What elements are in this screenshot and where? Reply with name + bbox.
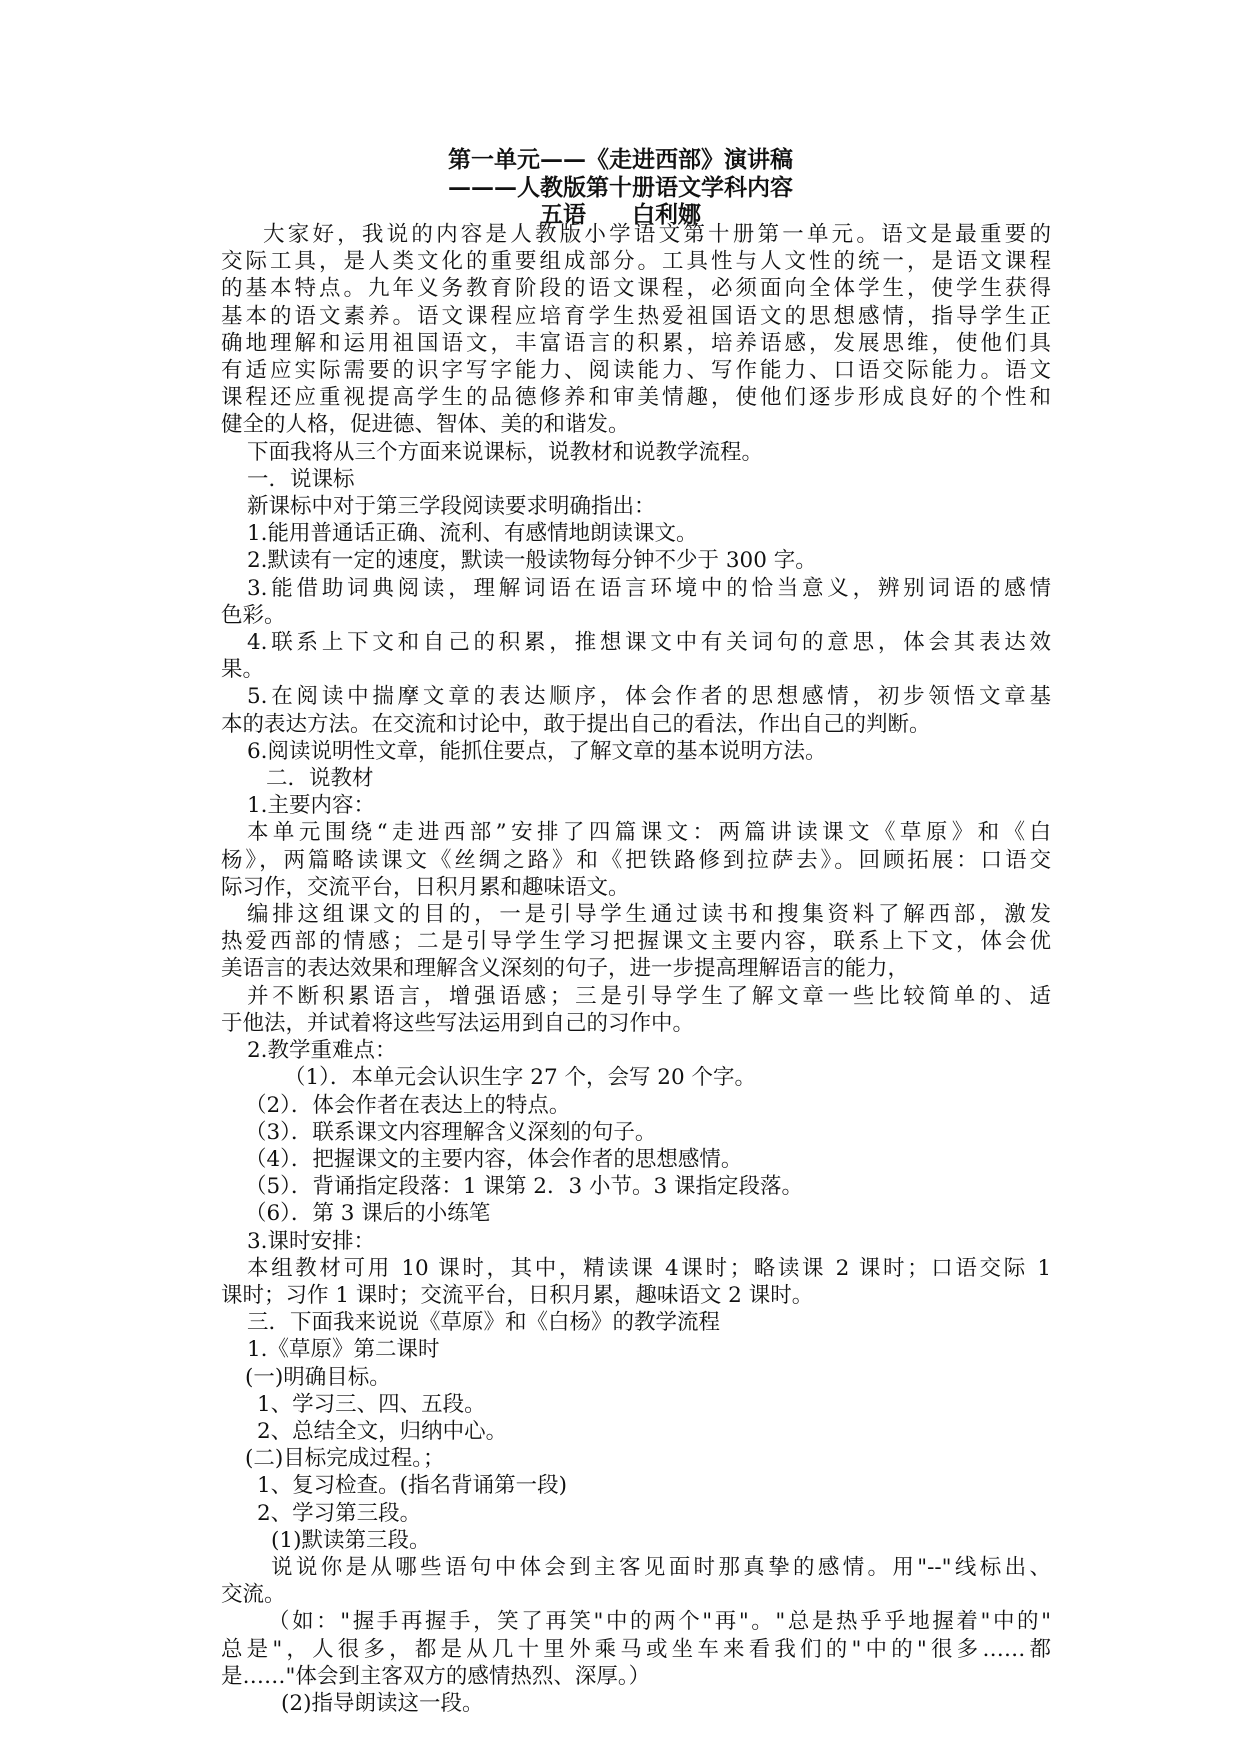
list-item: 3.能借助词典阅读，理解词语在语言环境中的恰当意义，辨别词语的感情 <box>247 575 1051 601</box>
list-item: 5.在阅读中揣摩文章的表达顺序，体会作者的思想感情，初步领悟文章基 <box>247 684 1051 710</box>
list-item: 1.能用普通话正确、流利、有感情地朗读课文。 <box>247 521 698 547</box>
text-line: 新课标中对于第三学段阅读要求明确指出： <box>247 494 656 520</box>
text-line: 1.主要内容： <box>247 793 376 819</box>
author-line: 五语 白利娜 <box>540 201 701 228</box>
list-item: 2、学习第三段。 <box>257 1500 422 1526</box>
document-subtitle: ———人教版第十册语文学科内容 <box>448 174 793 201</box>
list-item: 4.联系上下文和自己的积累，推想课文中有关词句的意思，体会其表达效 <box>247 630 1051 656</box>
text-line: 确地理解和运用祖国语文，丰富语言的积累，培养语感，发展思维，使他们具 <box>221 330 1051 356</box>
list-item: （5）．背诵指定段落：1 课第 2．3 小节。3 课指定段落。 <box>245 1174 803 1200</box>
list-item: (2)指导朗读这一段。 <box>281 1690 484 1716</box>
text-line: 2.教学重难点： <box>247 1038 397 1064</box>
text-line: 编排这组课文的目的，一是引导学生通过读书和搜集资料了解西部，激发 <box>247 902 1051 928</box>
text-line: 本组教材可用 10 课时，其中，精读课 4课时；略读课 2 课时；口语交际 1 <box>247 1255 1051 1281</box>
text-line: 3.课时安排： <box>247 1228 376 1254</box>
text-line: 课程还应重视提高学生的品德修养和审美情趣，使他们逐步形成良好的个性和 <box>221 385 1051 411</box>
text-line: 本单元围绕“走进西部”安排了四篇课文：两篇讲读课文《草原》和《白 <box>247 820 1051 846</box>
list-item: (二)目标完成过程。； <box>245 1446 445 1472</box>
text-line: 课时；习作 1 课时；交流平台，日积月累，趣味语文 2 课时。 <box>221 1282 814 1308</box>
document-body <box>221 221 1051 1717</box>
text-line: 交际工具，是人类文化的重要组成部分。工具性与人文性的统一，是语文课程 <box>221 249 1051 275</box>
list-item: (一)明确目标。 <box>245 1364 391 1390</box>
list-item: 2、总结全文，归纳中心。 <box>257 1418 508 1444</box>
list-item: 6.阅读说明性文章，能抓住要点，了解文章的基本说明方法。 <box>247 738 827 764</box>
text-line: 于他法，并试着将这些写法运用到自己的习作中。 <box>221 1010 695 1036</box>
list-item: （2）．体会作者在表达上的特点。 <box>245 1092 571 1118</box>
section-heading: 一．说课标 <box>247 466 355 492</box>
list-item: 1、复习检查。(指名背诵第一段) <box>257 1473 567 1499</box>
text-line: 并不断积累语言，增强语感；三是引导学生了解文章一些比较简单的、适 <box>247 983 1051 1009</box>
text-line: 基本的语文素养。语文课程应培育学生热爱祖国语文的思想感情，指导学生正 <box>221 303 1051 329</box>
text-line: 总是"，人很多，都是从几十里外乘马或坐车来看我们的"中的"很多……都 <box>221 1636 1051 1662</box>
document-title: 第一单元——《走进西部》演讲稿 <box>448 146 793 173</box>
list-item: （6）．第 3 课后的小练笔 <box>245 1201 491 1227</box>
list-item: （3）．联系课文内容理解含义深刻的句子。 <box>245 1119 657 1145</box>
text-line: 下面我将从三个方面来说课标，说教材和说教学流程。 <box>247 439 764 465</box>
text-line: 本的表达方法。在交流和讨论中，敢于提出自己的看法，作出自己的判断。 <box>221 711 931 737</box>
text-line: 1.《草原》第二课时 <box>247 1337 440 1363</box>
text-line: 美语言的表达效果和理解含义深刻的句子，进一步提高理解语言的能力， <box>221 956 910 982</box>
text-line: 色彩。 <box>221 602 286 628</box>
list-item: 1、学习三、四、五段。 <box>257 1391 486 1417</box>
text-line: 是……"体会到主客双方的感情热烈、深厚。） <box>221 1663 651 1689</box>
text-line: （如："握手再握手，笑了再笑"中的两个"再"。"总是热乎乎地握着"中的" <box>268 1609 1051 1635</box>
text-line: 际习作，交流平台，日积月累和趣味语文。 <box>221 874 630 900</box>
text-line: 大家好，我说的内容是人教版小学语文第十册第一单元。语文是最重要的 <box>263 222 1051 247</box>
section-heading: 二．说教材 <box>266 766 374 792</box>
list-item: （1）．本单元会认识生字 27 个，会写 20 个字。 <box>284 1065 756 1091</box>
text-line: 热爱西部的情感；二是引导学生学习把握课文主要内容，联系上下文，体会优 <box>221 929 1051 955</box>
text-line: 杨》，两篇略读课文《丝绸之路》和《把铁路修到拉萨去》。回顾拓展：口语交 <box>221 847 1051 873</box>
text-line: 的基本特点。九年义务教育阶段的语文课程，必须面向全体学生，使学生获得 <box>221 276 1051 302</box>
section-heading: 三．下面我来说说《草原》和《白杨》的教学流程 <box>247 1310 721 1336</box>
text-line: 健全的人格，促进德、智体、美的和谐发。 <box>221 412 630 438</box>
text-line: 有适应实际需要的识字写字能力、阅读能力、写作能力、口语交际能力。语文 <box>221 358 1051 384</box>
list-item: （4）．把握课文的主要内容，体会作者的思想感情。 <box>245 1146 743 1172</box>
text-line: 果。 <box>221 657 265 683</box>
text-line: 说说你是从哪些语句中体会到主客见面时那真挚的感情。用"--"线标出、 <box>271 1554 1051 1580</box>
list-item: 2.默读有一定的速度，默读一般读物每分钟不少于 300 字。 <box>247 548 817 574</box>
text-line: 交流。 <box>221 1582 286 1608</box>
list-item: (1)默读第三段。 <box>271 1527 431 1553</box>
